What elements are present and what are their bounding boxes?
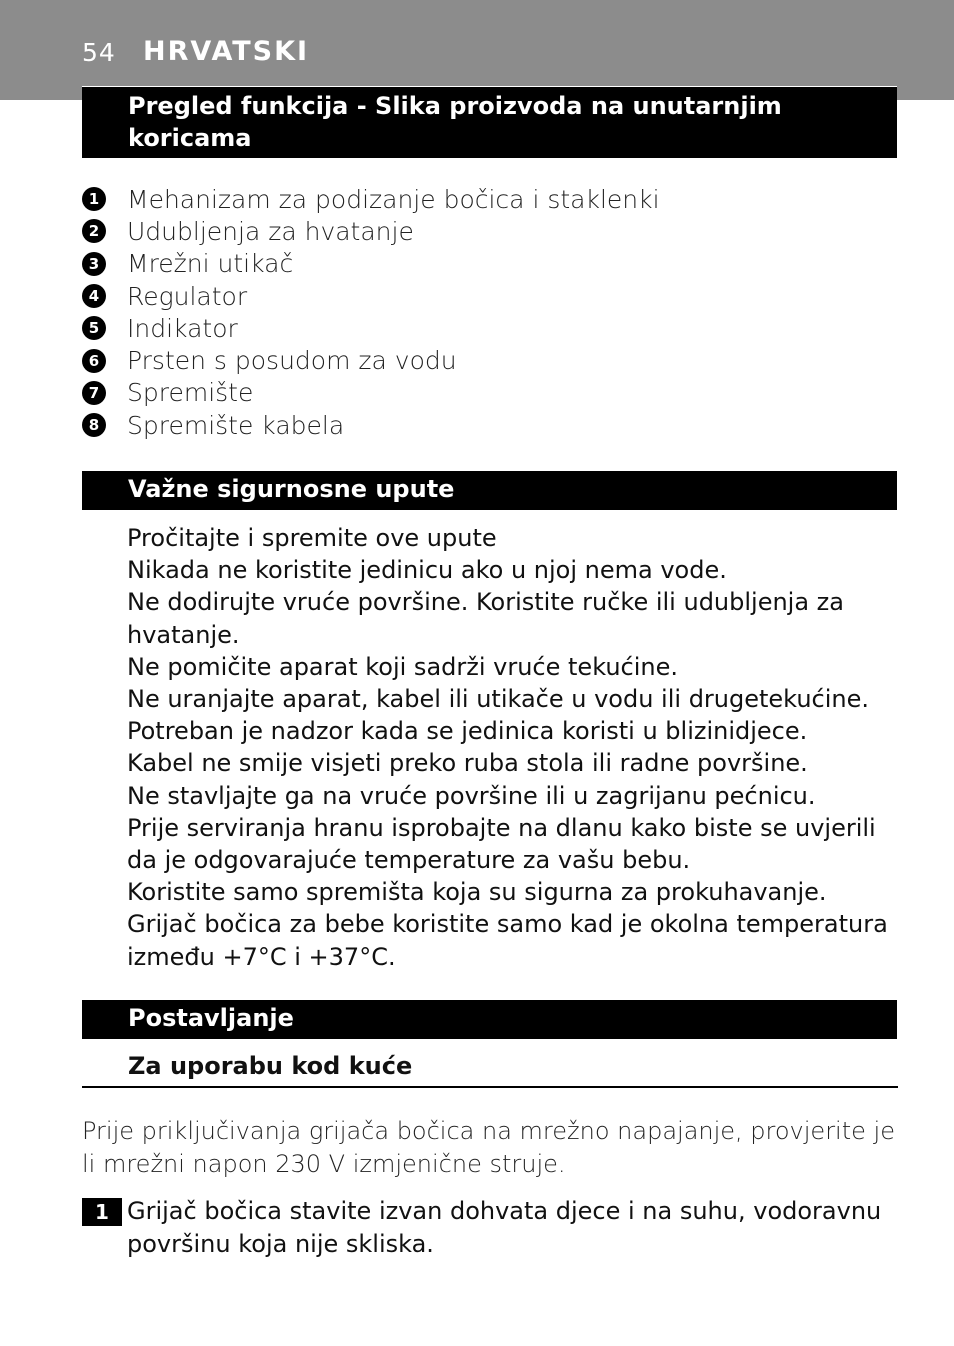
section-title-overview: Pregled funkcija - Slika proizvoda na unutarnjim koricama bbox=[82, 86, 897, 159]
step-item bbox=[82, 1195, 897, 1260]
feature-label: Spremište bbox=[127, 378, 254, 408]
number-badge: 7 bbox=[82, 381, 106, 405]
feature-label: Prsten s posudom za vodu bbox=[127, 346, 457, 376]
language-title: HRVATSKI bbox=[143, 36, 310, 67]
number-badge: 3 bbox=[82, 252, 106, 276]
list-item bbox=[82, 344, 660, 376]
feature-label: Spremište kabela bbox=[127, 410, 345, 440]
safety-instructions bbox=[127, 522, 897, 973]
list-item bbox=[82, 280, 660, 312]
number-badge: 5 bbox=[82, 316, 106, 340]
safety-line: Ne stavljajte ga na vruće površine ili u zagrijanu pećnicu. bbox=[127, 781, 816, 810]
safety-line: Nikada ne koristite jedinicu ako u njoj nema vode. bbox=[127, 556, 727, 585]
number-badge: 8 bbox=[82, 413, 106, 437]
safety-line: Pročitajte i spremite ove upute bbox=[127, 524, 497, 552]
safety-line: Kabel ne smije visjeti preko ruba stola ili radne površine. bbox=[127, 749, 808, 778]
page-number: 54 bbox=[82, 38, 116, 67]
number-badge: 6 bbox=[82, 349, 106, 373]
feature-list bbox=[82, 183, 660, 441]
feature-label: Udubljenja za hvatanje bbox=[127, 216, 414, 246]
list-item bbox=[82, 312, 660, 344]
list-item bbox=[82, 248, 660, 280]
step-number-badge: 1 bbox=[82, 1198, 122, 1226]
safety-line: Potreban je nadzor kada se jedinica koristi u blizinidjece. bbox=[127, 717, 808, 746]
section-title-safety: Važne sigurnosne upute bbox=[82, 471, 897, 510]
feature-label: Mrežni utikač bbox=[127, 249, 294, 279]
list-item bbox=[82, 377, 660, 409]
list-item bbox=[82, 183, 660, 215]
setup-intro: Prije priključivanja grijača bočica na mrežno napajanje, provjerite je li mrežni napon 230 V izmjenične struje. bbox=[82, 1117, 895, 1178]
section-title-setup: Postavljanje bbox=[82, 1000, 897, 1039]
safety-line: Grijač bočica za bebe koristite samo kad je okolna temperatura između +7°C i +37°C. bbox=[127, 910, 888, 971]
number-badge: 2 bbox=[82, 219, 106, 243]
feature-label: Mehanizam za podizanje bočica i staklenki bbox=[127, 184, 660, 214]
subheading-home-use: Za uporabu kod kuće bbox=[82, 1048, 898, 1088]
list-item bbox=[82, 215, 660, 247]
number-badge: 4 bbox=[82, 284, 106, 308]
feature-label: Regulator bbox=[127, 281, 248, 311]
feature-label: Indikator bbox=[127, 313, 238, 343]
list-item bbox=[82, 409, 660, 441]
safety-line: Prije serviranja hranu isprobajte na dlanu kako biste se uvjerili da je odgovarajuće temperature za vašu bebu. bbox=[127, 813, 876, 875]
number-badge: 1 bbox=[82, 187, 106, 211]
step-text: Grijač bočica stavite izvan dohvata djece i na suhu, vodoravnu površinu koja nije skliska. bbox=[127, 1197, 882, 1258]
safety-line: Ne uranjajte aparat, kabel ili utikače u vodu ili drugetekućine. bbox=[127, 685, 870, 714]
safety-line: Ne dodirujte vruće površine. Koristite ručke ili udubljenja za hvatanje. bbox=[127, 588, 844, 649]
safety-line: Ne pomičite aparat koji sadrži vruće tekućine. bbox=[127, 652, 679, 681]
safety-line: Koristite samo spremišta koja su sigurna za prokuhavanje. bbox=[127, 878, 827, 907]
